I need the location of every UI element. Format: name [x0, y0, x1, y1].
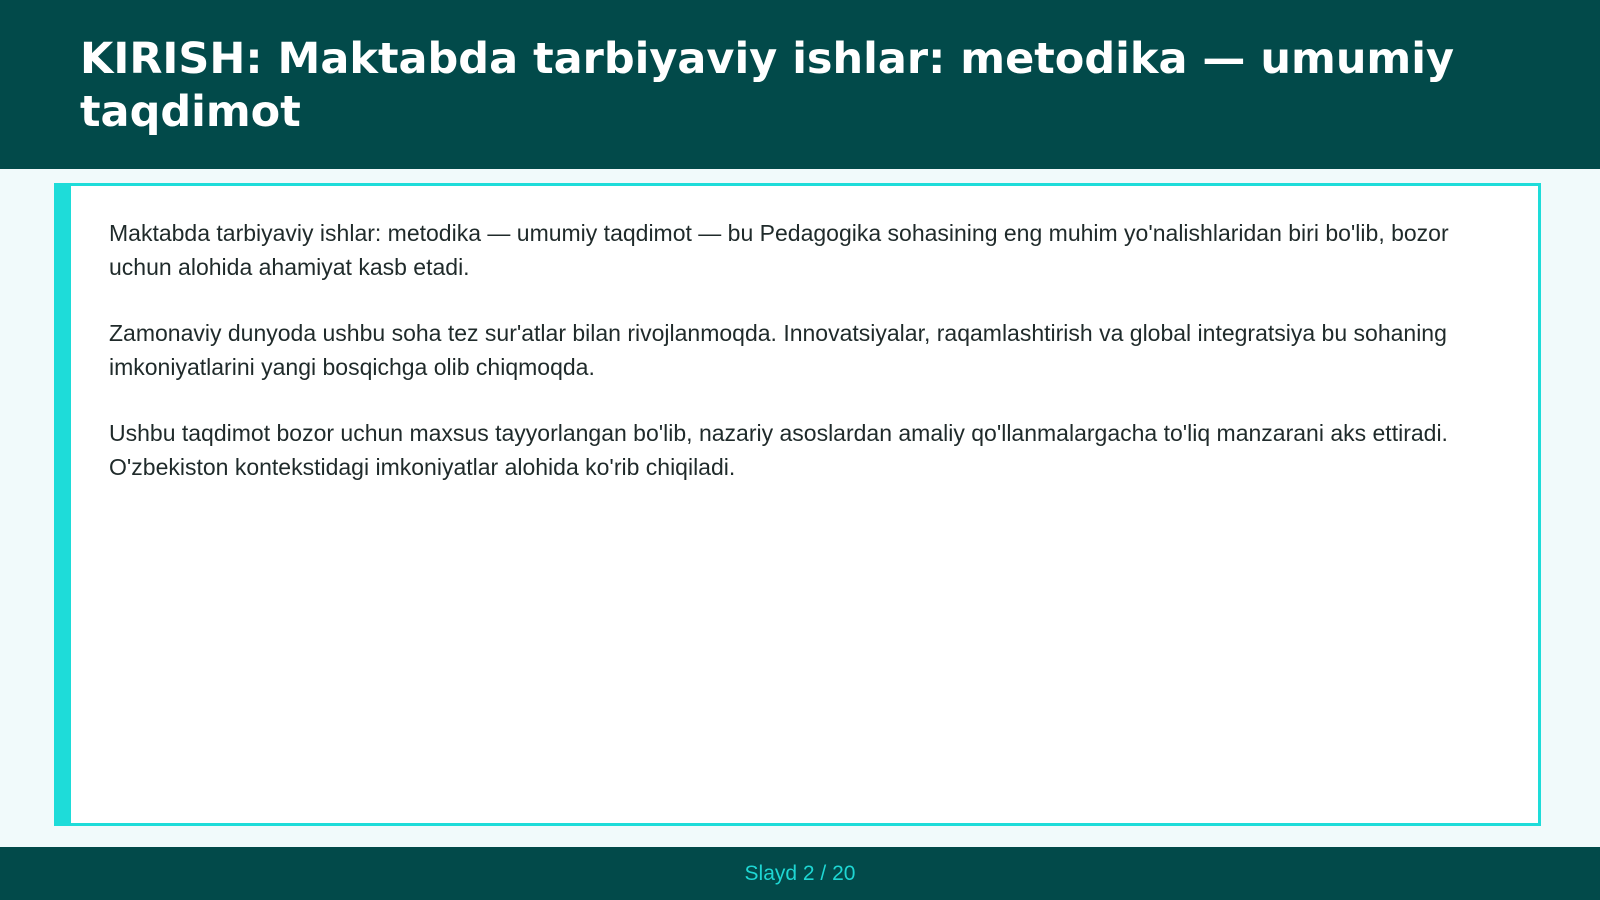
- intro-paragraph: Maktabda tarbiyaviy ishlar: metodika — umumiy taqdimot — bu Pedagogika sohasining eng muhim yo'nalishlaridan biri bo'lib, bozor uchun alohida ahamiyat kasb etadi.: [109, 220, 1449, 280]
- modern-world-paragraph: Zamonaviy dunyoda ushbu soha tez sur'atlar bilan rivojlanmoqda. Innovatsiyalar, raqamlashtirish va global integratsiya bu sohaning imkoniyatlarini yangi bosqichga olib chiqmoqda.: [109, 320, 1447, 380]
- content-card: [54, 183, 1541, 826]
- slide-footer: [0, 847, 1600, 900]
- content-body: [109, 216, 1509, 516]
- slide-title: KIRISH: Maktabda tarbiyaviy ishlar: metodika — umumiy taqdimot: [80, 34, 1455, 137]
- presentation-purpose-paragraph: Ushbu taqdimot bozor uchun maxsus tayyorlangan bo'lib, nazariy asoslardan amaliy qo'llanmalargacha to'liq manzarani aks ettiradi. O'zbekiston kontekstidagi imkoniyatlar alohida ko'rib chiqiladi.: [109, 420, 1448, 480]
- slide-counter: Slayd 2 / 20: [744, 862, 856, 885]
- slide-header: [0, 0, 1600, 169]
